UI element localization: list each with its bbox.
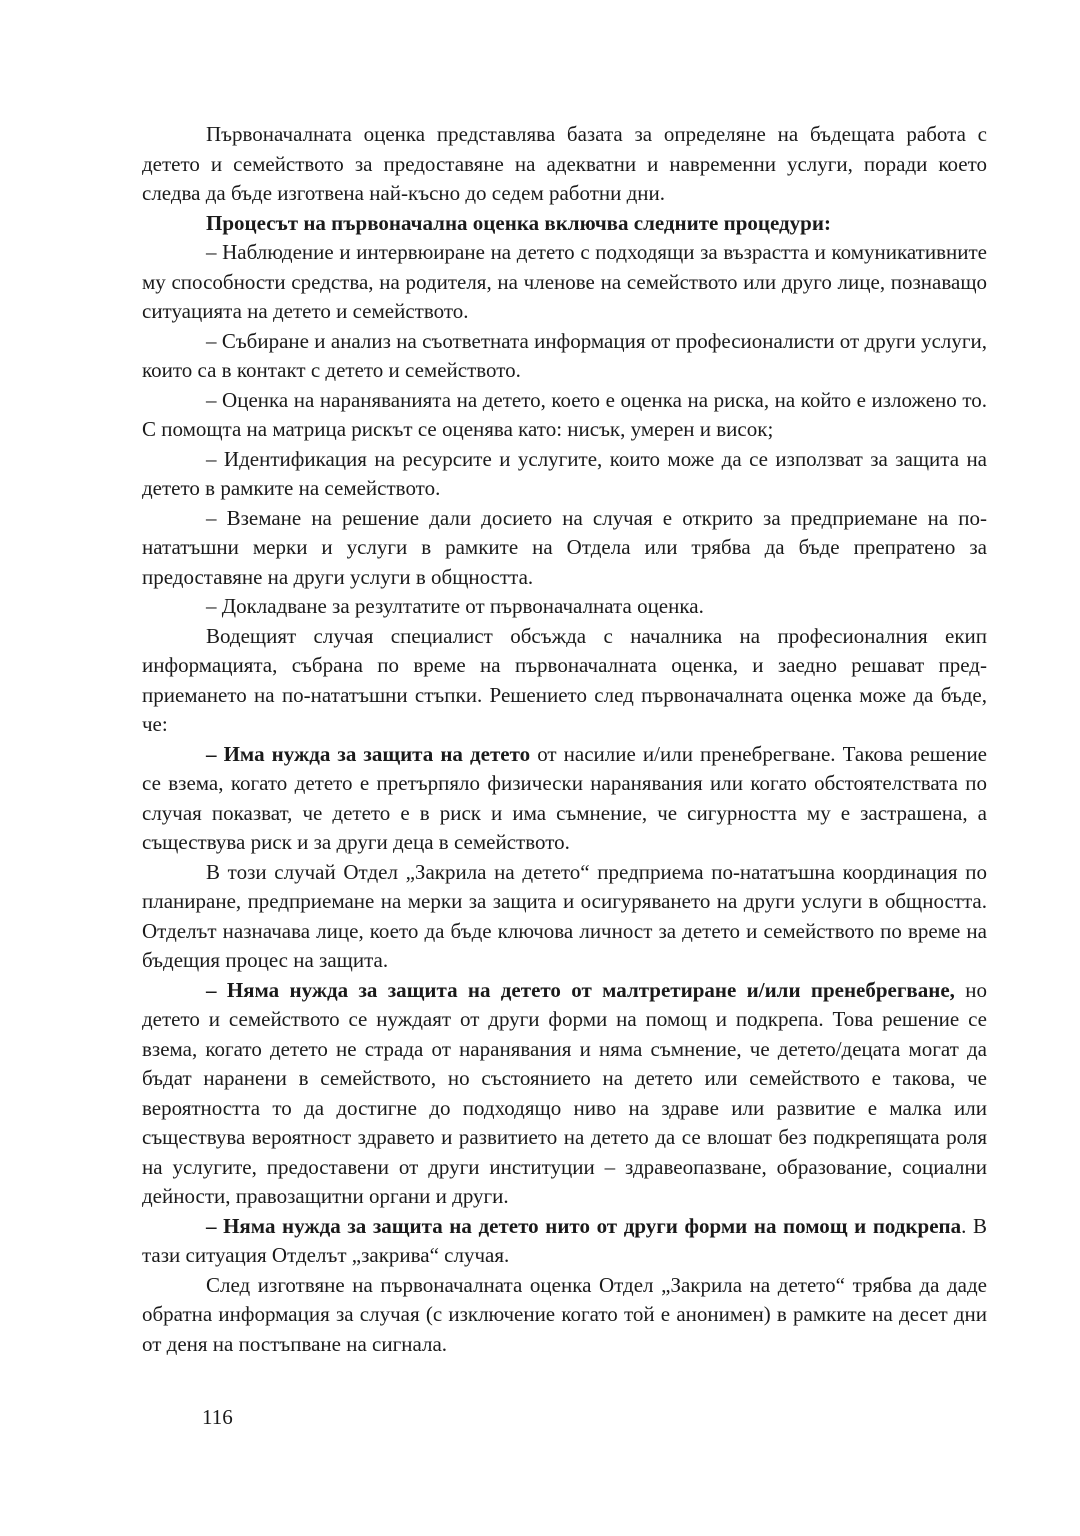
decision-option-bold: – Няма нужда за защита на детето нито от други форми на помощ и подкрепа [206,1213,962,1238]
procedure-item: – Докладване за резултатите от първоначалната оценка. [206,594,704,618]
page-number: 116 [202,1405,233,1429]
decision-option-text: от насилие и/или пренебрегване. Такова решение се взема, когато детето е претърпяло физически наранявания или когато обстоятелствата по случая показват, че детето е в риск и има съмнение, че сигурността му е застрашена, а съществува риск и за други деца в семейството. [142,741,988,854]
procedure-item: – Наблюдение и интервюиране на детето с подходящи за възрастта и комуникативните му способности средства, на родителя, на членове на семейството или друго лице, познаващо ситуацията на детето и семейството. [142,240,987,323]
procedure-item: – Събиране и анализ на съответната информация от професионалисти от други услуги, които са в контакт с детето и семейството. [142,328,987,382]
decision-option-text: . В тази ситуация Отделът „закрива“ случая. [142,1213,987,1267]
paragraph-coordination: В този случай Отдел „Закрила на детето“ предприема по-нататъшна координация по планиране, предприемане на мерки за защита и осигуряването на други услуги в общността. Отделът назначава лице, което да бъде ключова личност за детето и семейството по време на бъдещия процес на защита. [142,859,987,972]
decision-option [142,1212,987,1271]
paragraph-lead: Водещият случая специалист обсъжда с началника на професионалния екип информацията, събрана по време на първоначалната оценка, и заедно решават предприемането на по-нататъшни стъпки. Решението след първоначалната оценка може да бъде, че: [142,623,987,736]
decision-option-bold: – Няма нужда за защита на детето от малтретиране и/или пренебрегване, [206,977,955,1002]
decision-option [142,740,987,858]
paragraph-closing: След изготвяне на първоначалната оценка Отдел „Закрила на детето“ трябва да даде обратна информация за случая (с изключение когато той е анонимен) в рамките на десет дни от деня на постъпване на сигнала. [142,1272,987,1356]
decision-option-bold: – Има нужда за защита на детето [206,741,531,766]
procedures-heading: Процесът на първоначална оценка включва следните процедури: [206,210,831,235]
decision-option [142,976,987,1212]
paragraph-intro: Първоначалната оценка представлява базата за определяне на бъдещата работа с детето и семейството за предоставяне на адекватни и навременни услуги, поради което следва да бъде изготвена най-късно до седем работни дни. [142,122,987,205]
procedure-item: – Оценка на нараняванията на детето, което е оценка на риска, на който е изложено то. С помощта на матрица рискът се оценява като: нисък, умерен и висок; [142,387,987,441]
procedure-item: – Идентификация на ресурсите и услугите, които може да се използват за защита на детето в рамките на семейството. [142,446,987,500]
page-body [142,120,987,1359]
decision-option-text: но детето и семейството се нуждаят от други форми на помощ и подкрепа. Това решение се взема, когато детето не страда от наранявания и няма съмнение, че детето/децата могат да бъдат наранени в семейството, но състоянието на детето или семейството е такова, че вероятността то да достигне до подходящо ниво на здраве или развитие е малка или съществува вероятност здравето и развитието на детето да се влошат без подкрепящата роля на услугите, предоставени от други институции – здравеопазване, образование, социални дейности, правозащитни органи и други. [142,977,987,1208]
procedure-item: – Вземане на решение дали досието на случая е открито за предприемане на по-нататъшни мерки и услуги в рамките на Отдела или трябва да бъде препратено за предоставяне на други услуги в общността. [142,505,987,589]
